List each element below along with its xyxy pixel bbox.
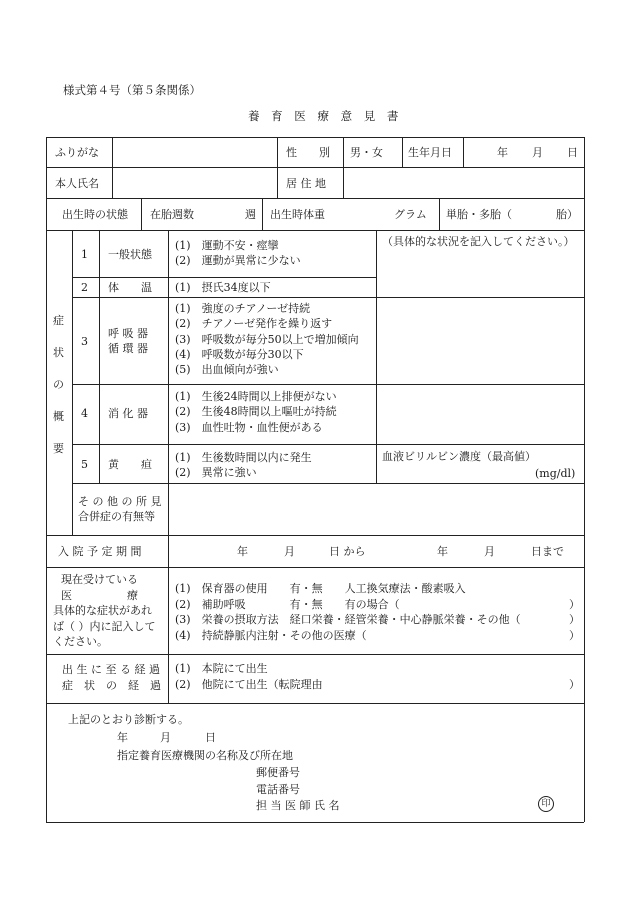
symptom-jaundice-options[interactable] (175, 450, 312, 481)
close-paren: ） (569, 613, 580, 626)
symptom-general-label: 一般状態 (108, 248, 152, 261)
diagnosis-year: 年 (117, 731, 128, 744)
birth-state-label: 出生時の状態 (62, 208, 128, 221)
option-item: (1) 強度のチアノーゼ持続 (175, 302, 311, 315)
birth-course-this-hospital[interactable]: (1) 本院にて出生 (175, 662, 268, 675)
symptom-jaundice-label: 黄 疸 (108, 458, 152, 471)
weeks-unit[interactable]: 週 (245, 208, 256, 221)
dob-month: 月 (532, 146, 543, 159)
address-field[interactable] (343, 168, 584, 198)
admission-day-from: 日 から (329, 545, 366, 558)
sex-choice[interactable]: 男・女 (350, 146, 383, 159)
address-label: 居 住 地 (286, 177, 326, 190)
bilirubin-label: 血液ビリルビン濃度（最高値） (382, 450, 536, 463)
birth-count-unit: 胎） (556, 208, 578, 221)
label-line: 医 療 (61, 588, 138, 602)
birth-weight-label: 出生時体重 (270, 208, 325, 221)
label-line: 合併症の有無等 (78, 510, 155, 524)
current-care-label (53, 572, 156, 650)
symptom-temperature-option[interactable]: (1) 摂氏34度以下 (175, 281, 271, 294)
symptom-number: 2 (81, 281, 88, 294)
overview-char: 症 (53, 314, 64, 327)
care-item-iv-injection[interactable]: (4) 持続静脈内注射・その他の医療（ (175, 629, 367, 642)
diagnosis-statement: 上記のとおり診断する。 (68, 713, 189, 726)
overview-char: 要 (53, 442, 64, 455)
option-item: (1) 運動不安・痙攣 (175, 239, 279, 252)
care-item-nutrition[interactable]: (3) 栄養の摂取方法 経口栄養・経管栄養・中心静脈栄養・その他（ (175, 613, 521, 626)
gestation-weeks-label: 在胎週数 (150, 208, 194, 221)
symptom-respiratory-options[interactable] (175, 301, 359, 377)
option-item: (2) 運動が異常に少ない (175, 254, 301, 268)
symptom-digestive-label: 消 化 器 (108, 407, 148, 420)
symptom-number: 5 (81, 458, 88, 471)
institution-label: 指定養育医療機関の名称及び所在地 (117, 749, 293, 762)
birth-course-other-hospital[interactable]: (2) 他院にて出生（転院理由 (175, 678, 323, 691)
symptom-number: 3 (81, 335, 88, 348)
furigana-label: ふりがな (55, 146, 99, 159)
close-paren: ） (569, 629, 580, 642)
label-line: 呼 吸 器 (108, 327, 148, 340)
dob-day: 日 (567, 146, 578, 159)
option-item: (3) 呼吸数が毎分50以上で増加傾向 (175, 332, 359, 346)
close-paren: ） (569, 598, 580, 611)
label-line: 現在受けている (61, 573, 138, 586)
label-line: ば（ ）内に記入して (53, 619, 156, 633)
option-item: (3) 血性吐物・血性便がある (175, 420, 323, 434)
label-line: 症 状 の 経 過 (62, 679, 161, 692)
option-item: (5) 出血傾向が強い (175, 363, 279, 377)
discharge-year: 年 (437, 545, 448, 558)
symptom-digestive-options[interactable] (175, 389, 337, 435)
seal-mark[interactable]: 印 (538, 796, 554, 812)
care-item-assisted-breathing[interactable]: (2) 補助呼吸 有・無 有の場合（ (175, 598, 400, 611)
discharge-month: 月 (484, 545, 495, 558)
birth-course-label (62, 662, 161, 694)
single-multiple-birth[interactable]: 単胎・多胎（ (446, 208, 512, 221)
gram-unit[interactable]: グラム (394, 208, 427, 221)
diagnosis-day: 日 (205, 731, 216, 744)
bilirubin-unit: (mg/dl) (535, 467, 576, 480)
admission-year: 年 (237, 545, 248, 558)
name-label: 本人氏名 (55, 177, 99, 190)
discharge-day-until: 日まで (531, 545, 564, 558)
symptom-general-options[interactable] (175, 238, 301, 269)
overview-char: 概 (53, 410, 64, 423)
label-line: 具体的な症状があれ (53, 604, 152, 617)
furigana-field[interactable] (112, 138, 277, 167)
dob-year: 年 (497, 146, 508, 159)
label-line: 出 生 に 至 る 経 過 (62, 663, 160, 676)
option-item: (1) 生後数時間以内に発生 (175, 451, 312, 464)
phone-label: 電話番号 (256, 783, 300, 796)
symptom-temperature-label: 体 温 (108, 281, 152, 294)
option-item: (1) 生後24時間以上排便がない (175, 390, 337, 403)
option-item: (2) チアノーゼ発作を繰り返す (175, 317, 333, 331)
admission-period-label: 入 院 予 定 期 間 (58, 545, 142, 558)
other-findings-label (78, 494, 161, 525)
form-title: 養 育 医 療 意 見 書 (248, 109, 403, 123)
name-field[interactable] (112, 168, 277, 198)
close-paren: ） (569, 678, 580, 691)
symptom-detail-note: （具体的な状況を記入してください。） (382, 235, 575, 248)
label-line: ください。 (53, 635, 108, 648)
label-line: 循 環 器 (108, 342, 148, 356)
symptom-respiratory-label (108, 326, 148, 357)
postal-code-label: 郵便番号 (256, 766, 300, 779)
dob-label: 生年月日 (408, 146, 452, 159)
sex-label: 性 別 (286, 146, 330, 159)
overview-char: 状 (53, 346, 64, 359)
care-item-incubator[interactable]: (1) 保育器の使用 有・無 人工換気療法・酸素吸入 (175, 582, 466, 595)
option-item: (2) 生後48時間以上嘔吐が持続 (175, 405, 337, 419)
form-number: 様式第４号（第５条関係） (63, 83, 201, 97)
doctor-name-label: 担 当 医 師 氏 名 (256, 799, 340, 812)
option-item: (4) 呼吸数が毎分30以下 (175, 347, 304, 361)
option-item: (2) 異常に強い (175, 466, 257, 480)
label-line: そ の 他 の 所 見 (78, 495, 162, 508)
admission-month: 月 (284, 545, 295, 558)
diagnosis-month: 月 (160, 731, 171, 744)
symptom-number: 1 (81, 248, 88, 261)
symptom-number: 4 (81, 407, 88, 420)
other-findings-field[interactable] (168, 484, 584, 535)
overview-char: の (53, 378, 64, 391)
